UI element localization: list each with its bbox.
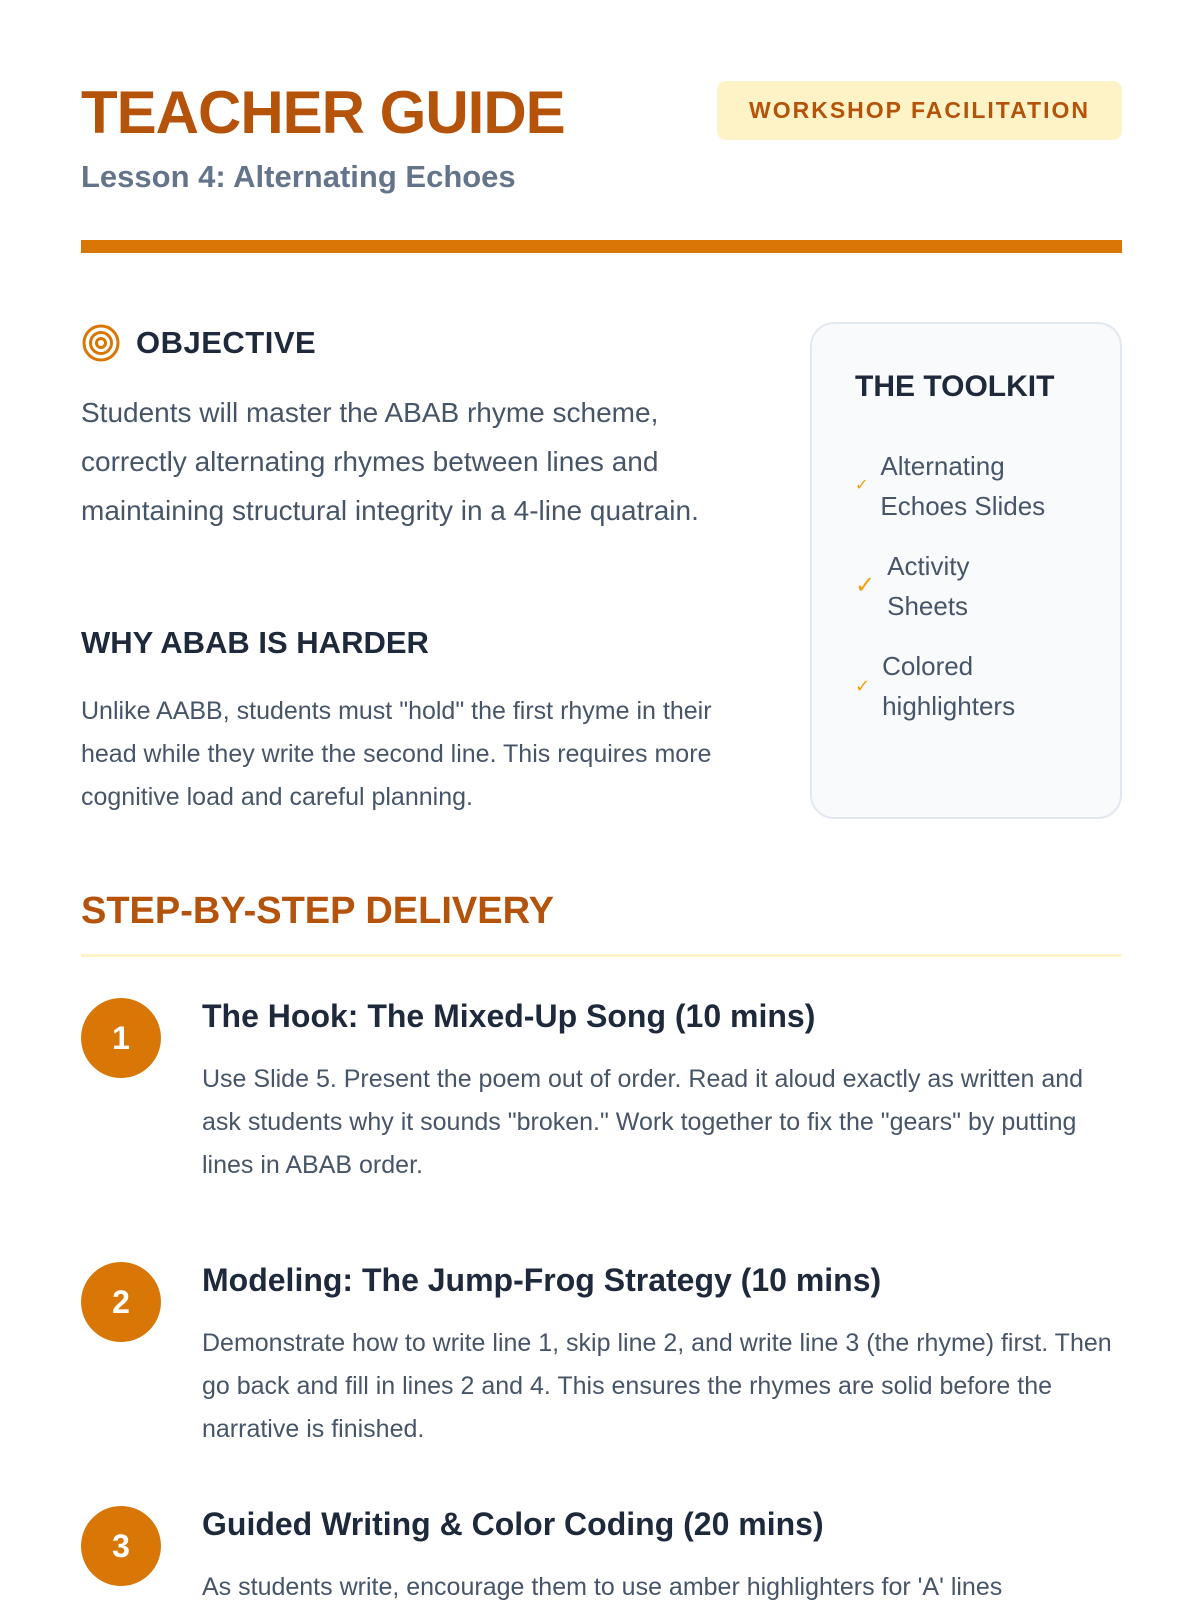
step-title: Guided Writing & Color Coding (20 mins) [202, 1506, 824, 1542]
toolkit-item-label: Activity Sheets [887, 551, 970, 621]
check-icon: ✓ [855, 572, 876, 599]
check-icon: ✓ [855, 477, 869, 494]
step-text: Demonstrate how to write line 1, skip line 2, and write line 3 (the rhyme) first. Then go back and fill in lines 2 and 4. This ensures the rhymes are solid before the narrative is finished. [202, 1329, 1112, 1443]
toolkit-item-label: Alternating Echoes Slides [880, 451, 1046, 521]
toolkit-heading: THE TOOLKIT [855, 370, 1055, 403]
page-title: TEACHER GUIDE [81, 79, 565, 146]
step-text: Use Slide 5. Present the poem out of order. Read it aloud exactly as written and ask students why it sounds "broken." Work together to fix the "gears" by putting lines in ABAB order. [202, 1065, 1084, 1179]
target-icon [81, 323, 121, 363]
objective-text: Students will master the ABAB rhyme scheme, correctly alternating rhymes between lines and maintaining structural integrity in a 4-line quatrain. [81, 397, 699, 526]
toolkit-item [855, 646, 1062, 726]
step-title: Modeling: The Jump-Frog Strategy (10 mins) [202, 1262, 882, 1298]
workshop-badge: WORKSHOP FACILITATION [717, 81, 1122, 140]
header-divider [81, 240, 1122, 253]
step-number-badge: 2 [81, 1262, 161, 1342]
step-number-badge: 1 [81, 998, 161, 1078]
lesson-subtitle: Lesson 4: Alternating Echoes [81, 159, 516, 194]
why-text: Unlike AABB, students must "hold" the first rhyme in their head while they write the second line. This requires more cognitive load and careful planning. [81, 697, 712, 811]
objective-heading: OBJECTIVE [136, 325, 317, 360]
steps-divider [81, 954, 1122, 957]
steps-heading: STEP-BY-STEP DELIVERY [81, 890, 554, 932]
step-text: As students write, encourage them to use amber highlighters for 'A' lines [202, 1573, 1003, 1600]
toolkit-card [810, 322, 1122, 819]
toolkit-item-label: Colored highlighters [882, 651, 1016, 721]
check-icon: ✓ [855, 676, 871, 696]
step-title: The Hook: The Mixed-Up Song (10 mins) [202, 998, 816, 1034]
toolkit-item [855, 446, 1080, 526]
objective-header [81, 323, 316, 363]
step-number-badge: 3 [81, 1506, 161, 1586]
why-heading: WHY ABAB IS HARDER [81, 625, 429, 660]
page-header [81, 79, 1122, 194]
toolkit-item [855, 546, 1017, 626]
